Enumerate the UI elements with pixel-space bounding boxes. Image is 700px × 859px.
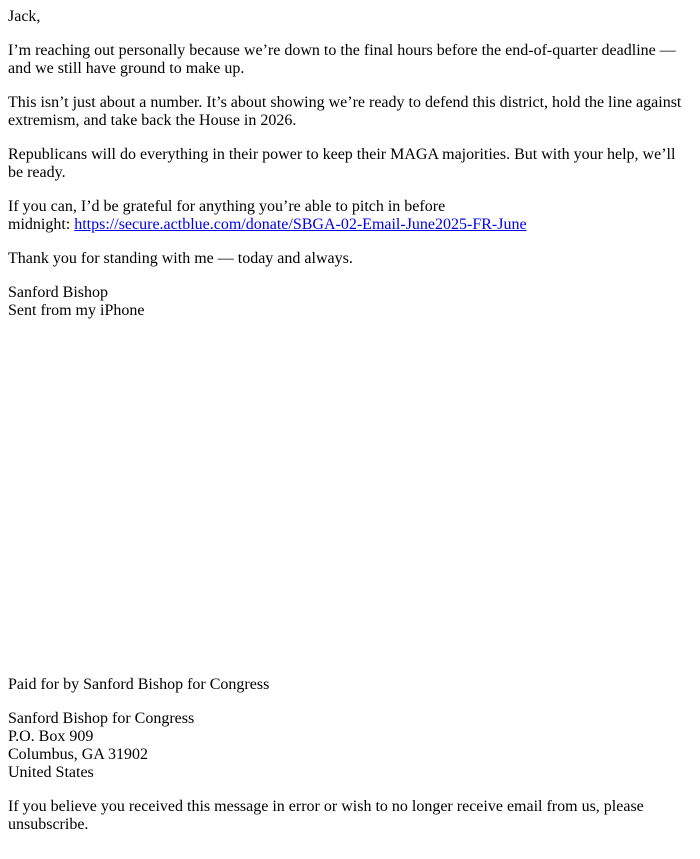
- signature-device: Sent from my iPhone: [8, 302, 145, 319]
- mailing-address: [8, 710, 688, 782]
- address-line1: P.O. Box 909: [8, 728, 94, 745]
- address-city: Columbus, GA 31902: [8, 746, 149, 763]
- address-org: Sanford Bishop for Congress: [8, 710, 195, 727]
- email-body: [8, 8, 688, 336]
- paragraph-thanks: Thank you for standing with me — today and always.: [8, 250, 353, 267]
- signature-name: Sanford Bishop: [8, 284, 108, 301]
- paragraph-republicans: Republicans will do everything in their power to keep their MAGA majorities. But with your help, we’ll be ready.: [8, 146, 676, 181]
- unsubscribe-text: If you believe you received this message in error or wish to no longer receive email from us, please unsubscribe.: [8, 798, 644, 833]
- signature: [8, 284, 688, 320]
- paid-for-disclaimer: Paid for by Sanford Bishop for Congress: [8, 676, 270, 693]
- donate-link[interactable]: https://secure.actblue.com/donate/SBGA-02-Email-June2025-FR-June: [74, 216, 527, 233]
- ask-prefix: midnight:: [8, 216, 75, 233]
- ask-text: If you can, I’d be grateful for anything you’re able to pitch in before: [8, 198, 446, 215]
- paragraph-ask: [8, 198, 688, 234]
- paragraph-stakes: This isn’t just about a number. It’s about showing we’re ready to defend this district, hold the line against extremism, and take back the House in 2026.: [8, 94, 682, 129]
- email-footer: [8, 676, 688, 850]
- greeting: Jack,: [8, 8, 41, 25]
- paragraph-intro: I’m reaching out personally because we’re down to the final hours before the end-of-quarter deadline — and we still have ground to make up.: [8, 42, 676, 77]
- address-country: United States: [8, 764, 94, 781]
